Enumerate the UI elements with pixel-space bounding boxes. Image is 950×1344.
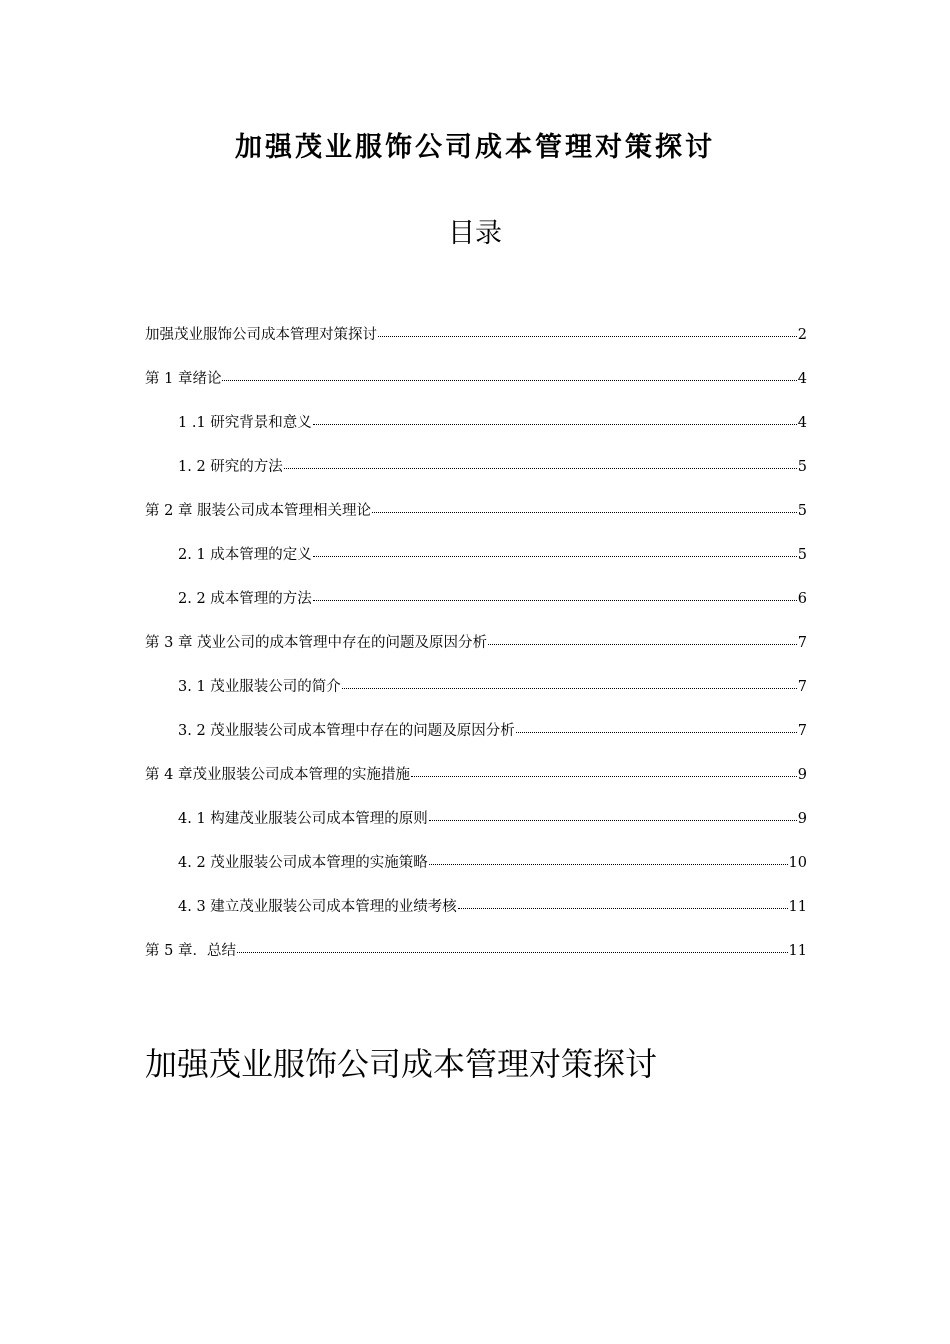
toc-leader-dots [313, 555, 797, 557]
toc-leader-dots [237, 951, 788, 953]
toc-entry[interactable] [145, 456, 807, 500]
toc-entry-text: 3. 1 茂业服装公司的简介 [178, 679, 341, 695]
toc-entry-page: 4 [797, 415, 807, 431]
toc-entry-text: 2. 1 成本管理的定义 [178, 547, 312, 563]
toc-entry[interactable] [145, 632, 807, 676]
toc-entry[interactable] [145, 852, 807, 896]
toc-entry-page: 10 [788, 855, 807, 871]
toc-entry[interactable] [145, 676, 807, 720]
toc-entry[interactable] [145, 808, 807, 852]
toc-entry[interactable] [145, 500, 807, 544]
toc-entry-page: 2 [797, 327, 807, 343]
toc-leader-dots [313, 599, 797, 601]
document-title: 加强茂业服饰公司成本管理对策探讨 [235, 132, 715, 163]
toc-entry[interactable] [145, 720, 807, 764]
toc-leader-dots [516, 731, 797, 733]
toc-entry-page: 11 [788, 943, 807, 959]
toc-entry-page: 7 [797, 723, 807, 739]
toc-heading: 目录 [448, 218, 502, 249]
toc-leader-dots [429, 863, 788, 865]
toc-leader-dots [458, 907, 788, 909]
toc-entry[interactable] [145, 940, 807, 984]
toc-entry-text: 第 3 章 茂业公司的成本管理中存在的问题及原因分析 [145, 635, 488, 651]
toc-entry-page: 5 [797, 503, 807, 519]
toc-leader-dots [429, 819, 797, 821]
toc-entry-text: 第 5 章．总结 [145, 943, 236, 959]
toc-leader-dots [411, 775, 797, 777]
toc-entry-page: 5 [797, 547, 807, 563]
toc-entry-text: 3. 2 茂业服装公司成本管理中存在的问题及原因分析 [178, 723, 515, 739]
toc-leader-dots [222, 379, 796, 381]
toc-entry-text: 加强茂业服饰公司成本管理对策探讨 [145, 327, 377, 343]
toc-entry-text: 1. 2 研究的方法 [178, 459, 283, 475]
toc-leader-dots [378, 335, 797, 337]
toc-entry-text: 4. 1 构建茂业服装公司成本管理的原则 [178, 811, 428, 827]
toc-leader-dots [313, 423, 797, 425]
toc-entry[interactable] [145, 544, 807, 588]
toc-entry-page: 6 [797, 591, 807, 607]
toc-entry-page: 11 [788, 899, 807, 915]
toc-entry-page: 9 [797, 767, 807, 783]
toc-entry[interactable] [145, 764, 807, 808]
toc-entry-text: 第 1 章绪论 [145, 371, 222, 387]
toc-entry-page: 9 [797, 811, 807, 827]
toc-entry-text: 1 .1 研究背景和意义 [178, 415, 312, 431]
toc-entry[interactable] [145, 896, 807, 940]
toc-entry-page: 4 [797, 371, 807, 387]
toc-entry-page: 7 [797, 635, 807, 651]
toc-leader-dots [372, 511, 797, 513]
toc-leader-dots [488, 643, 797, 645]
toc-entry[interactable] [145, 588, 807, 632]
body-section-heading: 加强茂业服饰公司成本管理对策探讨 [145, 1045, 658, 1083]
toc-entry-text: 4. 3 建立茂业服装公司成本管理的业绩考核 [178, 899, 457, 915]
toc-entry-page: 5 [797, 459, 807, 475]
toc-entry[interactable] [145, 412, 807, 456]
toc-entry-text: 第 4 章茂业服装公司成本管理的实施措施 [145, 767, 410, 783]
toc-entry-page: 7 [797, 679, 807, 695]
table-of-contents [145, 324, 807, 984]
toc-leader-dots [284, 467, 797, 469]
toc-entry[interactable] [145, 324, 807, 368]
toc-entry-text: 2. 2 成本管理的方法 [178, 591, 312, 607]
toc-leader-dots [342, 687, 797, 689]
toc-entry[interactable] [145, 368, 807, 412]
toc-entry-text: 第 2 章 服装公司成本管理相关理论 [145, 503, 372, 519]
toc-entry-text: 4. 2 茂业服装公司成本管理的实施策略 [178, 855, 428, 871]
